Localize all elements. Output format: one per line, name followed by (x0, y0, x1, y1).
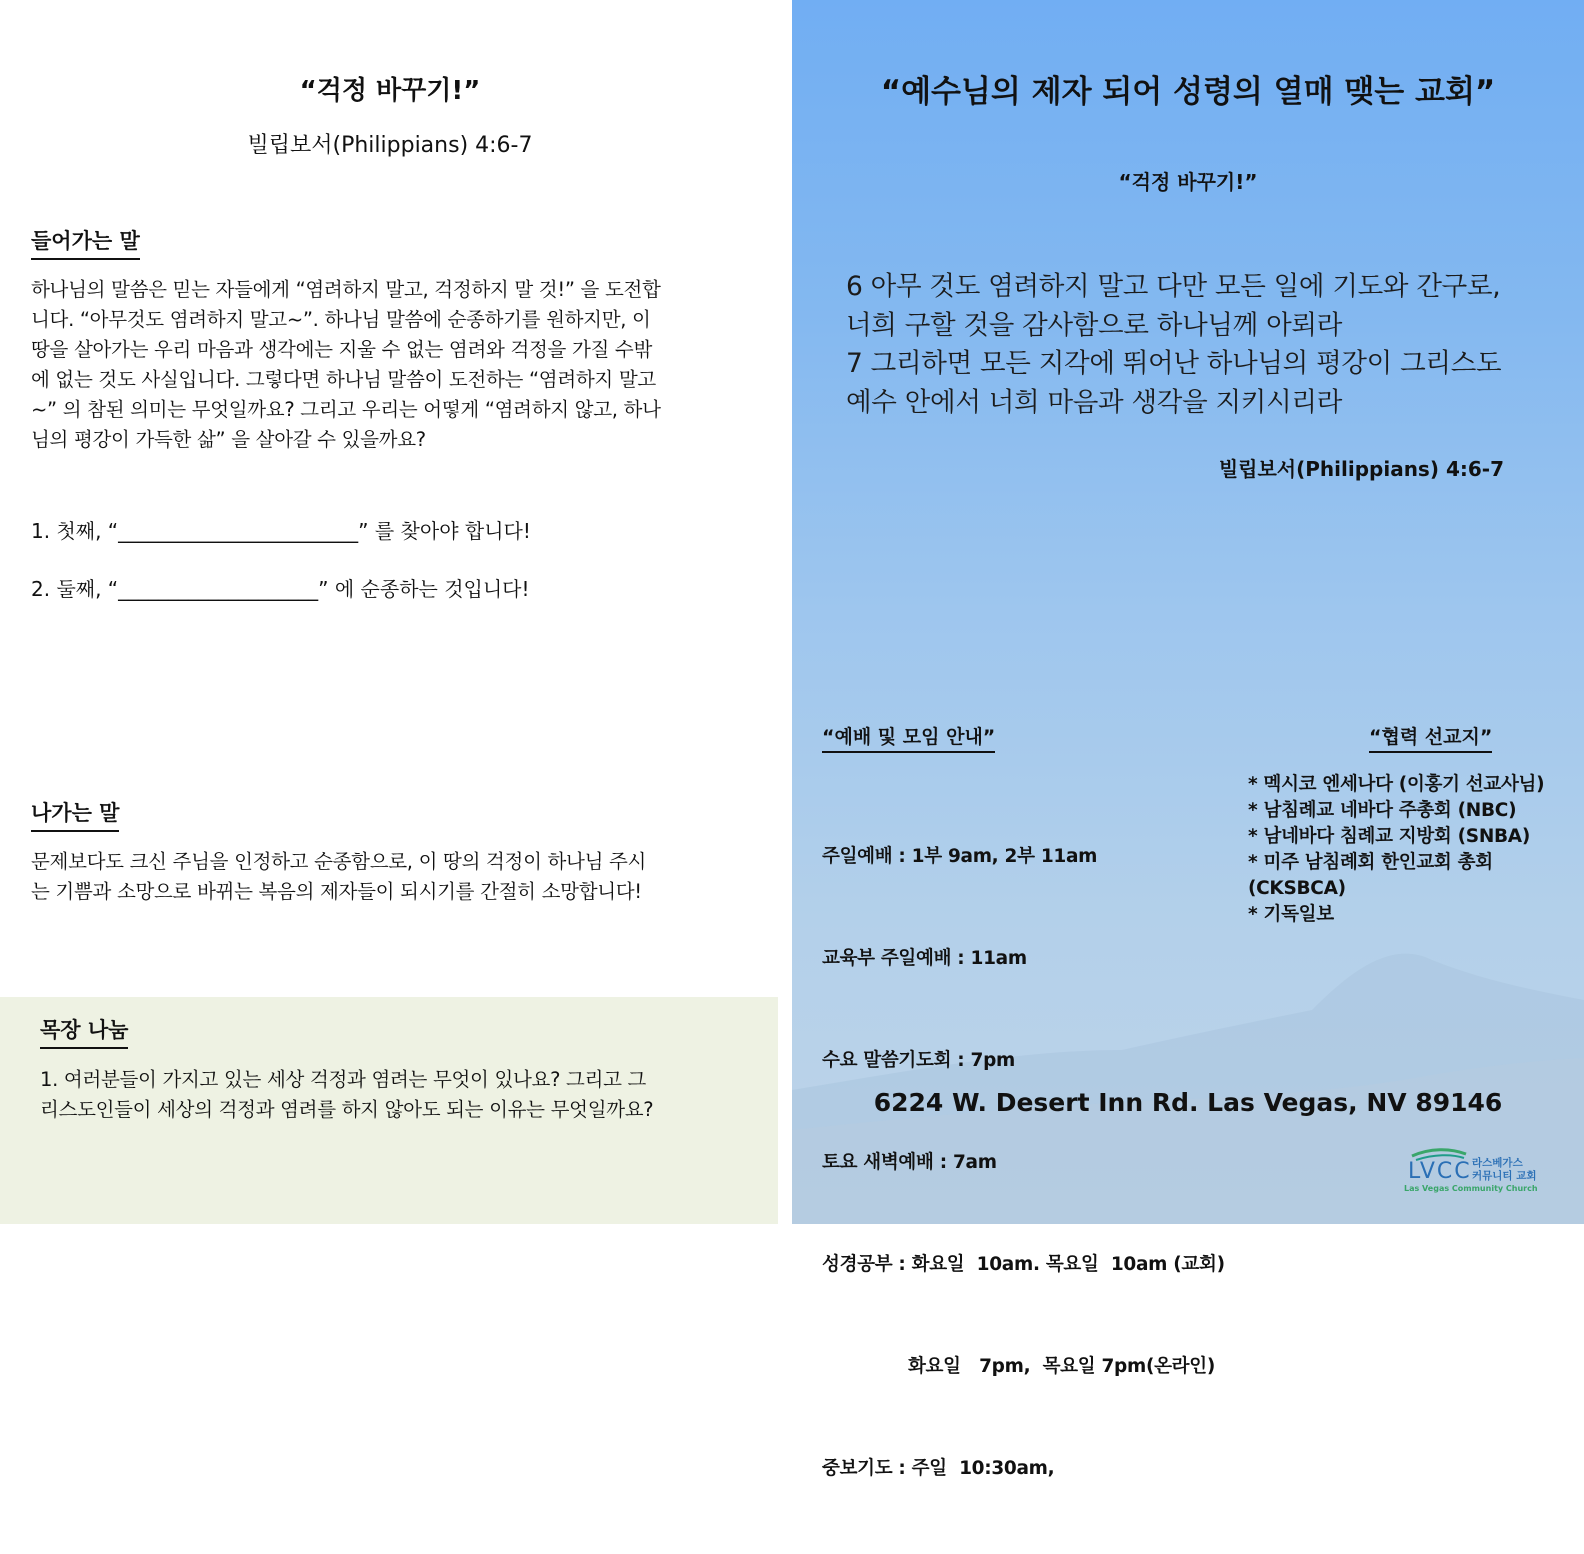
sharing-heading: 목장 나눔 (40, 1014, 128, 1049)
church-address: 6224 W. Desert Inn Rd. Las Vegas, NV 89146 (873, 1088, 1503, 1117)
intro-heading: 들어가는 말 (31, 225, 140, 260)
point-second: 2. 둘째, “____________________” 에 순종하는 것입니다! (31, 577, 530, 601)
closing-text (31, 847, 743, 907)
logo-letters: LVCC (1408, 1159, 1472, 1184)
service-item: 성경공부 : 화요일 10am. 목요일 10am (교회) (822, 1254, 1225, 1275)
verse-reference: 빌립보서(Philippians) 4:6-7 (1218, 457, 1504, 481)
mission-item: * 미주 남침례회 한인교회 총회 (1248, 852, 1493, 873)
verse-line: 예수 안에서 너희 마음과 생각을 지키시리라 (846, 386, 1342, 418)
intro-line: 님의 평강이 가득한 삶” 을 살아갈 수 있을까요? (31, 428, 426, 451)
sharing-line: 리스도인들이 세상의 걱정과 염려를 하지 않아도 되는 이유는 무엇일까요? (40, 1098, 654, 1121)
intro-line: ~” 의 참된 의미는 무엇일까요? 그리고 우리는 어떻게 “염려하지 않고, 하나 (31, 398, 661, 421)
intro-line: 에 없는 것도 사실입니다. 그렇다면 하나님 말씀이 도전하는 “염려하지 말고 (31, 368, 656, 391)
left-panel (0, 0, 792, 1224)
mission-item: * 남네바다 침례교 지방회 (SNBA) (1248, 826, 1530, 847)
sharing-line: 1. 여러분들이 가지고 있는 세상 걱정과 염려는 무엇이 있나요? 그리고 그 (40, 1068, 647, 1091)
services-heading: “예배 및 모임 안내” (822, 722, 995, 753)
point-first: 1. 첫째, “________________________” 를 찾아야 합니다! (31, 519, 531, 543)
mission-item: * 기독일보 (1248, 904, 1334, 925)
church-logo (1400, 1146, 1550, 1196)
missions-heading: “협력 선교지” (1369, 722, 1492, 753)
services-list (822, 772, 1225, 1554)
closing-heading: 나가는 말 (31, 797, 119, 832)
mission-item: * 남침례교 네바다 주총회 (NBC) (1248, 800, 1517, 821)
service-item: 수요 말씀기도회 : 7pm (822, 1050, 1016, 1071)
mission-item: (CKSBCA) (1248, 878, 1346, 899)
verse-line: 6 아무 것도 염려하지 말고 다만 모든 일에 기도와 간구로, (846, 271, 1501, 302)
sharing-box (0, 997, 778, 1224)
right-panel (792, 0, 1584, 1479)
scripture-reference: 빌립보서(Philippians) 4:6-7 (247, 133, 533, 158)
service-item: 토요 새벽예배 : 7am (822, 1152, 997, 1173)
sermon-title: “걱정 바꾸기!” (299, 76, 481, 106)
logo-english: Las Vegas Community Church (1404, 1184, 1538, 1193)
closing-line: 문제보다도 크신 주님을 인정하고 순종함으로, 이 땅의 걱정이 하나님 주시 (31, 850, 647, 873)
service-item: 중보기도 : 주일 10:30am, (822, 1458, 1055, 1479)
church-motto: “예수님의 제자 되어 성령의 열매 맺는 교회” (880, 74, 1496, 110)
service-item: 주일예배 : 1부 9am, 2부 11am (822, 846, 1098, 867)
sharing-text (40, 1065, 740, 1125)
verse-line: 너희 구할 것을 감사함으로 하나님께 아뢰라 (846, 309, 1342, 341)
scripture-verse (846, 268, 1566, 422)
verse-line: 7 그리하면 모든 지각에 뛰어난 하나님의 평강이 그리스도 (846, 348, 1502, 379)
logo-korean-line2: 커뮤니티 교회 (1472, 1170, 1537, 1182)
intro-line: 니다. “아무것도 염려하지 말고~”. 하나님 말씀에 순종하기를 원하지만, 이 (31, 308, 651, 331)
intro-line: 땅을 살아가는 우리 마음과 생각에는 지울 수 없는 염려와 걱정을 가질 수밖 (31, 338, 652, 361)
service-item: 교육부 주일예배 : 11am (822, 948, 1027, 969)
sermon-subtitle: “걱정 바꾸기!” (1118, 170, 1258, 194)
intro-line: 하나님의 말씀은 믿는 자들에게 “염려하지 말고, 걱정하지 말 것!” 을 도전합 (31, 278, 661, 301)
missions-list (1248, 772, 1578, 928)
service-item: 화요일 7pm, 목요일 7pm(온라인) (822, 1356, 1215, 1377)
logo-korean-line1: 라스베가스 (1472, 1157, 1523, 1169)
mission-item: * 멕시코 엔세나다 (이홍기 선교사님) (1248, 774, 1545, 795)
closing-line: 는 기쁨과 소망으로 바뀌는 복음의 제자들이 되시기를 간절히 소망합니다! (31, 880, 642, 903)
intro-text (31, 275, 743, 455)
